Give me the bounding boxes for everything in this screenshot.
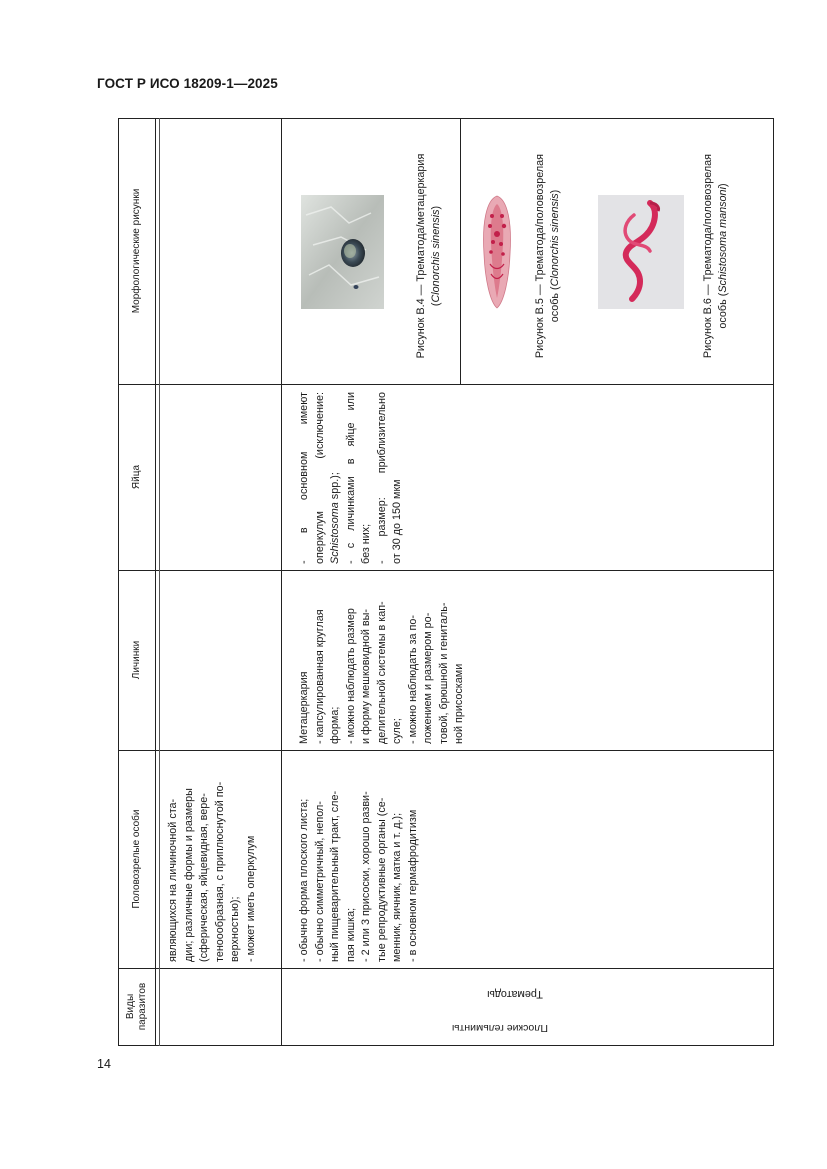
row2-eggs-text bbox=[297, 392, 417, 564]
figure-label-part: особь ( bbox=[549, 286, 561, 323]
text-line: и форму мешковидной вы- bbox=[360, 609, 372, 744]
figure-b4-caption bbox=[414, 132, 448, 380]
text-line: от 30 до 150 мкм bbox=[391, 479, 403, 564]
figure-species-line bbox=[548, 132, 563, 380]
text-line: - в основном гермафродитизм bbox=[406, 809, 419, 962]
text-line: верхностью); bbox=[229, 896, 241, 962]
text-line: теноообразная, с приплюснутой по- bbox=[213, 781, 226, 962]
text-line: - с личинками в яйце или bbox=[344, 392, 357, 564]
row2-adults-text bbox=[297, 756, 437, 962]
text-line bbox=[328, 392, 344, 564]
text-line: - капсулированная круглая bbox=[313, 609, 326, 744]
text-line-rest: spp.); bbox=[329, 472, 341, 503]
col-header-larvae bbox=[118, 570, 155, 750]
col-header-morph-label: Морфологические рисунки bbox=[130, 188, 142, 314]
text-line: - можно наблюдать за по- bbox=[406, 615, 419, 744]
row2-larvae-text bbox=[297, 576, 472, 744]
row1-adults-text bbox=[166, 752, 276, 962]
figure-b5-image bbox=[478, 194, 516, 310]
text-line: менник, яичник, матка и т. д.); bbox=[391, 812, 403, 962]
text-line: - 2 или 3 присоски, хорошо разви- bbox=[360, 791, 372, 962]
col-header-eggs-label: Яйца bbox=[130, 464, 142, 490]
text-line: суле; bbox=[391, 718, 403, 744]
species-name: Clonorchis sinensis bbox=[549, 193, 561, 287]
schistosome-photo-icon bbox=[598, 195, 684, 309]
parasite-type-label bbox=[470, 988, 560, 1000]
col-header-types bbox=[118, 968, 155, 1045]
species-name: Clonorchis sinensis bbox=[430, 209, 442, 303]
species-name: Schistosoma bbox=[329, 502, 341, 564]
text-line: - может иметь оперкулум bbox=[244, 835, 257, 962]
text-line: - размер: приблизительно bbox=[375, 392, 388, 564]
figure-b6-image bbox=[598, 195, 684, 309]
text-line: являющихся на личиночной ста- bbox=[167, 798, 179, 962]
document-header: ГОСТ Р ИСО 18209-1—2025 bbox=[97, 76, 278, 91]
text-line: ложением и размером ро- bbox=[422, 612, 434, 744]
figure-label: Рисунок В.4 — Трематода/метацеркария bbox=[415, 153, 427, 359]
text-line: Метацеркария bbox=[298, 671, 310, 744]
figure-label-part: особь ( bbox=[717, 292, 729, 329]
text-line: пая кишка; bbox=[344, 907, 357, 962]
text-line: - обычно форма плоского листа; bbox=[298, 798, 310, 962]
text-line: форма; bbox=[329, 706, 341, 744]
text-line: - можно наблюдать размер bbox=[344, 608, 357, 744]
figure-label: Рисунок В.5 — Трематода/половозрелая bbox=[534, 153, 546, 359]
col-header-eggs bbox=[118, 384, 155, 570]
fluke-adult-icon bbox=[478, 194, 516, 310]
text-line: товой, брюшной и гениталь- bbox=[437, 602, 450, 744]
text-line: - обычно симметричный, непол- bbox=[313, 801, 326, 962]
text-line: дии; различные формы и размеры bbox=[182, 788, 195, 962]
page-number: 14 bbox=[97, 1057, 111, 1071]
text-line: ный пищеварительный тракт, сле- bbox=[329, 790, 341, 962]
text-line: делительной системы в кап- bbox=[375, 601, 388, 744]
col-header-larvae-label: Личинки bbox=[130, 640, 142, 680]
metacercaria-micrograph-icon bbox=[301, 195, 384, 309]
text-line: ной присосками bbox=[453, 663, 465, 744]
col-header-types-label: Виды паразитов bbox=[124, 982, 148, 1031]
figure-label-part: ) bbox=[717, 183, 729, 188]
figure-b6-caption bbox=[701, 132, 735, 380]
group-label-text: Плоские гельминты bbox=[451, 1022, 549, 1034]
figure-b5-caption bbox=[533, 132, 567, 380]
group-label bbox=[440, 1022, 560, 1034]
species-name: Schistosoma mansoni bbox=[717, 187, 729, 293]
parasite-type-text: Трематоды bbox=[487, 988, 543, 1000]
figure-b4-image bbox=[301, 195, 384, 309]
col-header-adults-label: Половозрелые особи bbox=[130, 809, 142, 909]
col-header-morph bbox=[118, 118, 155, 384]
text-line: - в основном имеют bbox=[298, 392, 310, 564]
figure-species-line bbox=[716, 132, 731, 380]
figure-species-line: (Clonorchis sinensis) bbox=[430, 205, 442, 307]
figure-label: Рисунок В.6 — Трематода/половозрелая bbox=[702, 153, 714, 359]
text-line: без них; bbox=[360, 523, 372, 564]
figure-label-part: ) bbox=[549, 189, 561, 194]
text-line: тые репродуктивные органы (се- bbox=[375, 797, 388, 962]
text-line: (сферическая, яйцевидная, вере- bbox=[198, 793, 210, 962]
col-header-adults bbox=[118, 750, 155, 968]
text-line: оперкулум (исключение: bbox=[313, 392, 326, 564]
